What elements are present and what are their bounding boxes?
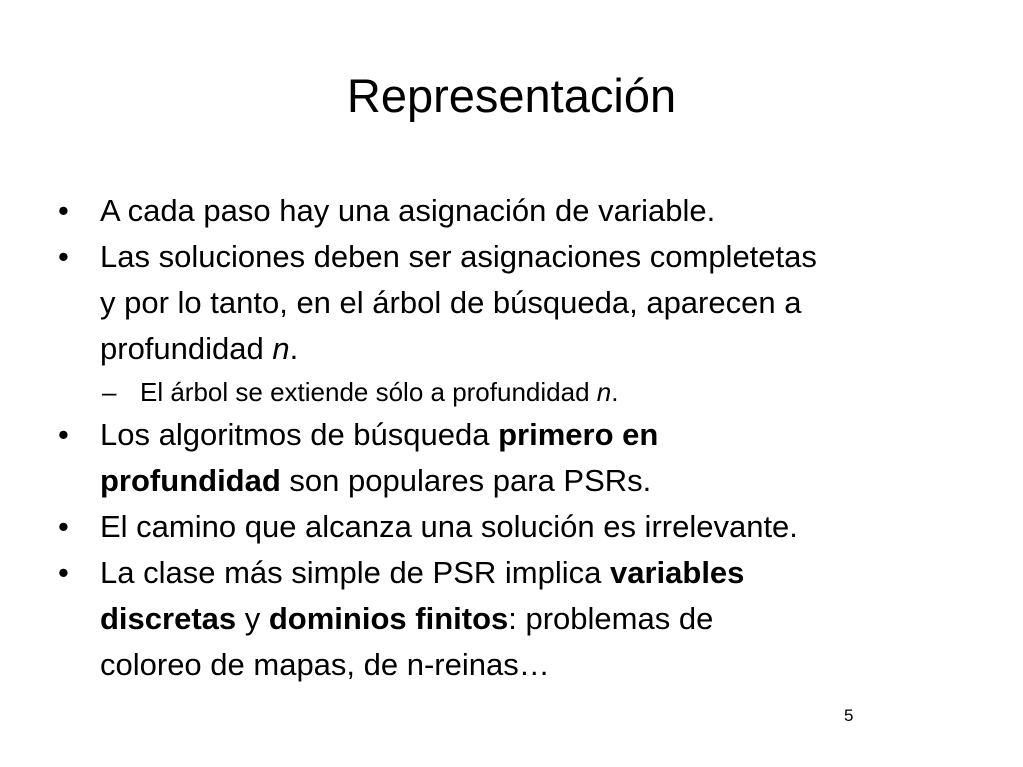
italic-variable: n — [272, 331, 290, 366]
sub-bullet-text: El árbol se extiende sólo a profundidad — [140, 377, 597, 407]
bullet-text: y — [236, 601, 269, 636]
page-number: 5 — [844, 706, 854, 725]
bullet-item — [54, 412, 994, 504]
sub-bullet-text: . — [611, 377, 619, 407]
bullet-text: A cada paso hay una asignación de variable. — [100, 193, 716, 228]
bullet-text: . — [289, 331, 299, 366]
bullet-item — [54, 550, 994, 688]
bullet-text: coloreo de mapas, de n-reinas… — [100, 647, 550, 682]
bullet-marker: • — [58, 239, 69, 274]
bullet-item — [54, 504, 994, 550]
bullet-marker: • — [58, 509, 69, 544]
bullet-text: : problemas de — [508, 601, 714, 636]
bullet-item — [54, 234, 994, 372]
sub-bullet-item — [54, 372, 994, 412]
slide-title: Representación — [346, 69, 677, 122]
bullet-marker: • — [58, 193, 69, 228]
bold-term: profundidad — [100, 463, 281, 498]
bold-term: primero en — [498, 417, 659, 452]
bullet-text: profundidad — [100, 331, 273, 366]
bullet-marker: • — [58, 417, 69, 452]
bullet-text: La clase más simple de PSR implica — [100, 555, 610, 590]
bold-term: discretas — [100, 601, 237, 636]
bullet-marker: • — [58, 555, 69, 590]
sub-bullet-marker: – — [102, 377, 117, 407]
bullet-text: Las soluciones deben ser asignaciones completetas — [100, 239, 817, 274]
bold-term: dominios finitos — [268, 601, 509, 636]
bullet-list — [54, 188, 994, 688]
bullet-text: son populares para PSRs. — [280, 463, 652, 498]
bullet-text: El camino que alcanza una solución es irrelevante. — [100, 509, 798, 544]
bullet-text: y por lo tanto, en el árbol de búsqueda, aparecen a — [100, 285, 802, 320]
bullet-item — [54, 188, 994, 234]
bullet-text: Los algoritmos de búsqueda — [100, 417, 499, 452]
bold-term: variables — [609, 555, 745, 590]
italic-variable: n — [596, 377, 612, 407]
